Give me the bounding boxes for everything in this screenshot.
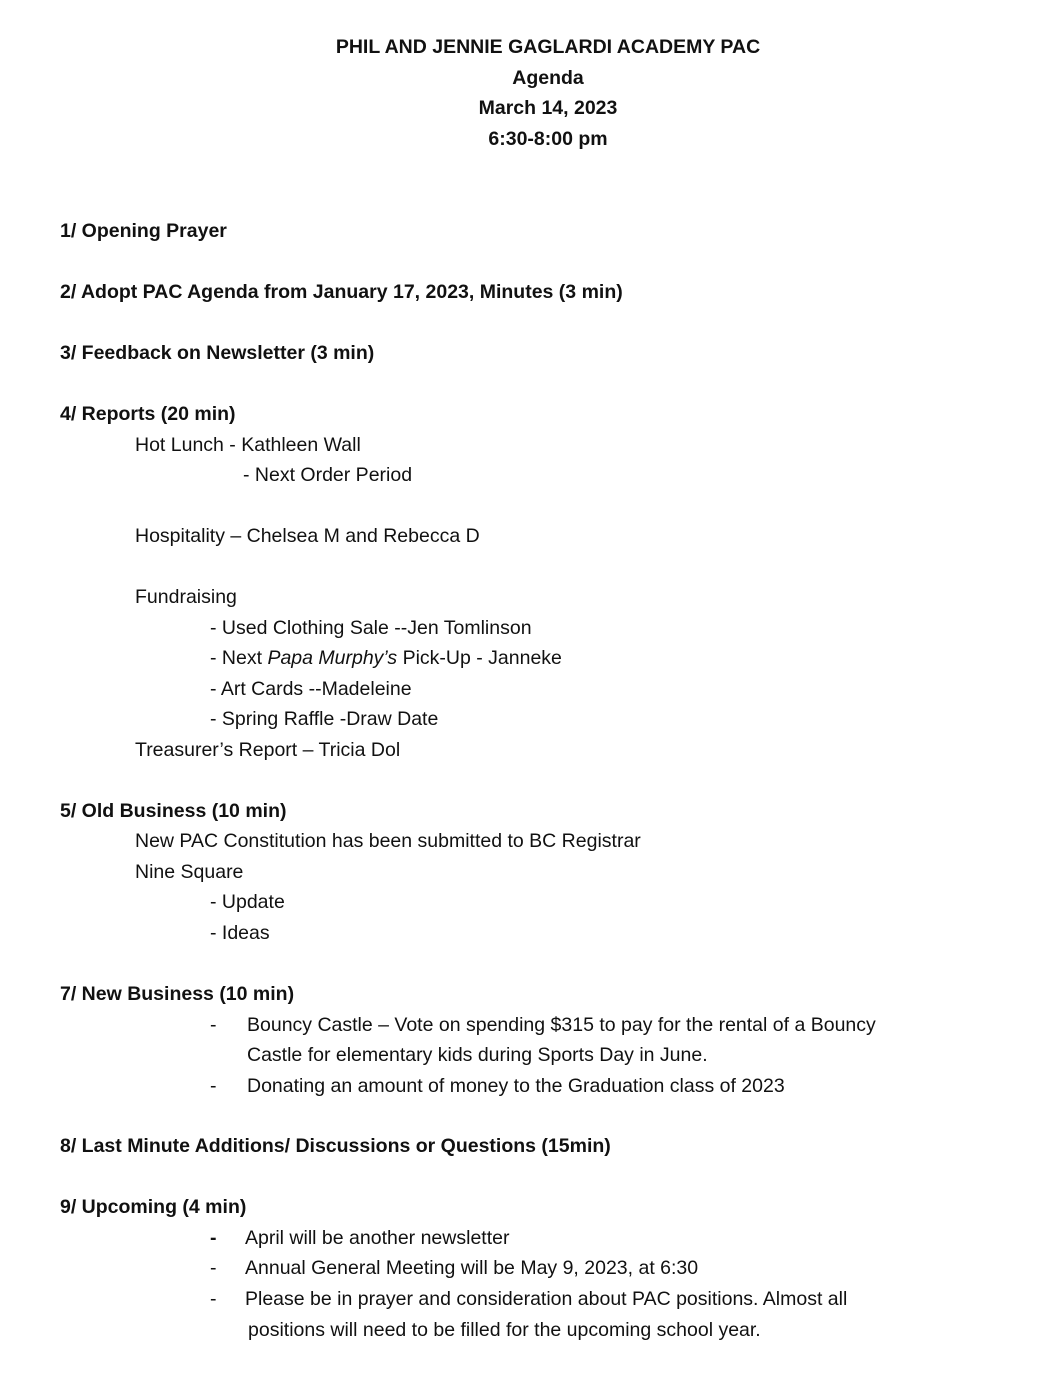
meeting-date: March 14, 2023 xyxy=(478,97,618,120)
nine-square-ideas: - Ideas xyxy=(210,922,270,944)
item-reports-heading: 4/ Reports (20 min) xyxy=(60,403,236,425)
new-business-bouncy-castle: Bouncy Castle – Vote on spending $315 to pay for the rental of a Bouncy xyxy=(247,1014,876,1036)
fund-2-prefix: - Next xyxy=(210,647,268,669)
fund-2-suffix: Pick-Up - Janneke xyxy=(397,647,562,669)
upcoming-agm: Annual General Meeting will be May 9, 2023, at 6:30 xyxy=(245,1257,699,1279)
meeting-time: 6:30-8:00 pm xyxy=(488,128,608,151)
report-hot-lunch-sub: - Next Order Period xyxy=(243,464,413,486)
report-fundraising: Fundraising xyxy=(135,586,237,608)
report-treasurer: Treasurer’s Report – Tricia Dol xyxy=(135,739,401,761)
fund-2-brand: Papa Murphy’s xyxy=(267,647,398,669)
item-new-business-heading: 7/ New Business (10 min) xyxy=(60,983,295,1005)
report-hospitality: Hospitality – Chelsea M and Rebecca D xyxy=(135,525,480,547)
bullet-dash: - xyxy=(210,1288,217,1310)
fundraising-item-art-cards: - Art Cards --Madeleine xyxy=(210,678,412,700)
item-old-business-heading: 5/ Old Business (10 min) xyxy=(60,800,287,822)
fundraising-item-clothing-sale: - Used Clothing Sale --Jen Tomlinson xyxy=(210,617,532,639)
fundraising-item-papa-murphys xyxy=(210,646,562,670)
old-business-constitution: New PAC Constitution has been submitted to BC Registrar xyxy=(135,830,641,852)
item-adopt-agenda: 2/ Adopt PAC Agenda from January 17, 2023, Minutes (3 min) xyxy=(60,281,623,303)
org-name: PHIL AND JENNIE GAGLARDI ACADEMY PAC xyxy=(335,36,761,58)
nine-square-update: - Update xyxy=(210,891,285,913)
agenda-header xyxy=(0,32,1056,155)
item-last-minute: 8/ Last Minute Additions/ Discussions or Questions (15min) xyxy=(60,1135,611,1157)
new-business-graduation-donation: Donating an amount of money to the Graduation class of 2023 xyxy=(247,1075,785,1097)
item-opening-prayer: 1/ Opening Prayer xyxy=(60,220,227,242)
item-feedback-newsletter: 3/ Feedback on Newsletter (3 min) xyxy=(60,342,375,364)
agenda-title: Agenda xyxy=(512,66,584,89)
bullet-dash: - xyxy=(210,1227,217,1249)
upcoming-pac-positions-cont: positions will need to be filled for the upcoming school year. xyxy=(248,1319,761,1341)
old-business-nine-square: Nine Square xyxy=(135,861,244,883)
bullet-dash: - xyxy=(210,1075,217,1097)
report-hot-lunch: Hot Lunch - Kathleen Wall xyxy=(135,434,361,456)
bullet-dash: - xyxy=(210,1014,217,1036)
bullet-dash: - xyxy=(210,1257,217,1279)
item-upcoming-heading: 9/ Upcoming (4 min) xyxy=(60,1196,247,1218)
fundraising-item-spring-raffle: - Spring Raffle -Draw Date xyxy=(210,708,439,730)
upcoming-pac-positions: Please be in prayer and consideration about PAC positions. Almost all xyxy=(245,1288,848,1310)
upcoming-newsletter: April will be another newsletter xyxy=(245,1227,510,1249)
new-business-bouncy-castle-cont: Castle for elementary kids during Sports Day in June. xyxy=(247,1044,708,1066)
